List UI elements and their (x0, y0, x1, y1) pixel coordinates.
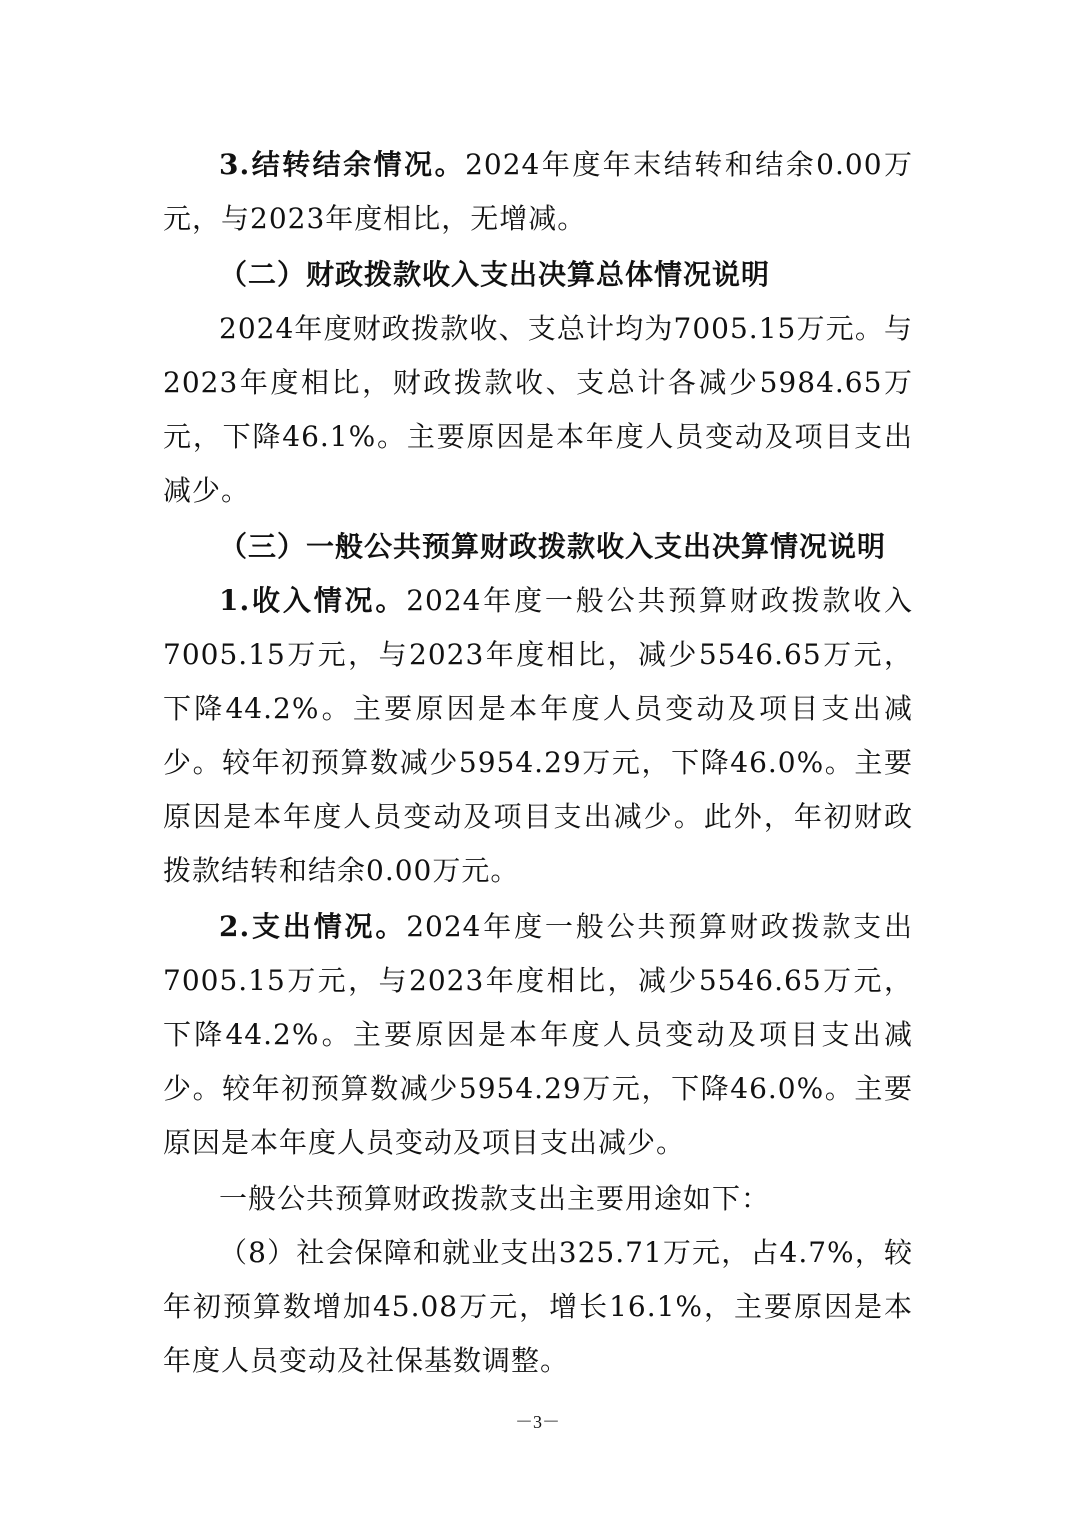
expenditure-lead: 2.支出情况。 (219, 910, 407, 943)
social-security-paragraph: （8）社会保障和就业支出325.71万元，占4.7%，较年初预算数增加45.08万元，增长16.1%，主要原因是本年度人员变动及社保基数调整。 (163, 1236, 913, 1377)
fiscal-total-paragraph: 2024年度财政拨款收、支总计均为7005.15万元。与2023年度相比，财政拨款收、支总计各减少5984.65万元，下降46.1%。主要原因是本年度人员变动及项目支出减少。 (163, 312, 913, 507)
income-paragraph (163, 574, 913, 898)
income-lead: 1.收入情况。 (219, 584, 407, 617)
document-page (163, 138, 913, 1388)
expenditure-paragraph (163, 900, 913, 1170)
carryover-lead: 3.结转结余情况。 (219, 148, 466, 181)
carryover-paragraph (163, 138, 913, 246)
expenditure-body: 2024年度一般公共预算财政拨款支出7005.15万元，与2023年度相比，减少5546.65万元，下降44.2%。主要原因是本年度人员变动及项目支出减少。较年初预算数减少5954.29万元，下降46.0%。主要原因是本年度人员变动及项目支出减少。 (163, 910, 913, 1159)
page-number: －3－ (515, 1412, 560, 1432)
section-heading-two: （二）财政拨款收入支出决算总体情况说明 (219, 258, 771, 291)
main-uses-intro: 一般公共预算财政拨款支出主要用途如下： (219, 1182, 771, 1215)
income-body: 2024年度一般公共预算财政拨款收入7005.15万元，与2023年度相比，减少5546.65万元，下降44.2%。主要原因是本年度人员变动及项目支出减少。较年初预算数减少5954.29万元，下降46.0%。主要原因是本年度人员变动及项目支出减少。此外，年初财政拨款结转和结余0.00万元。 (163, 584, 913, 887)
section-heading-three: （三）一般公共预算财政拨款收入支出决算情况说明 (219, 530, 887, 563)
carryover-body: 2024年度年末结转和结余0.00万元，与2023年度相比，无增减。 (163, 148, 913, 235)
